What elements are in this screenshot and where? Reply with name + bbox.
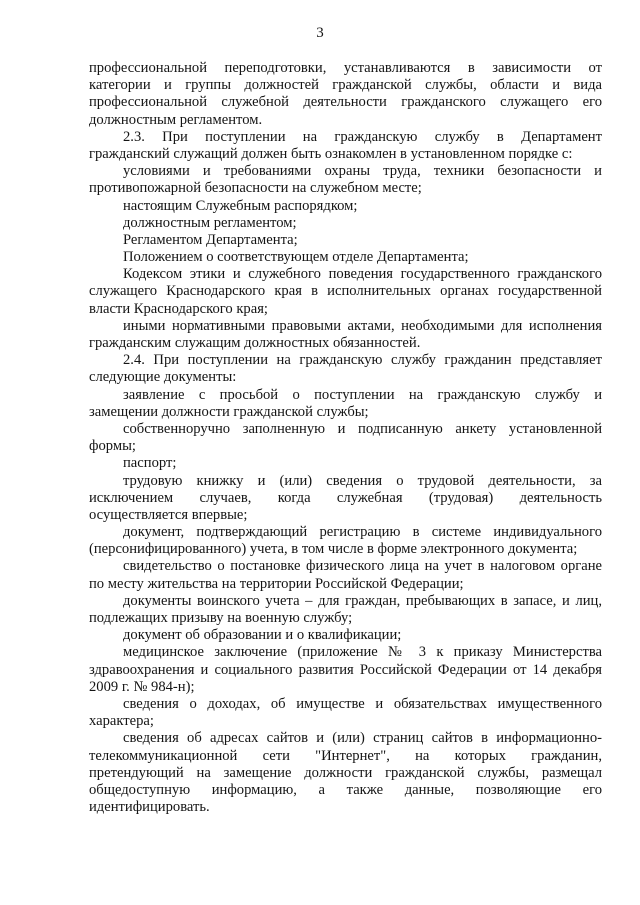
text-line: формы; bbox=[89, 438, 136, 455]
text-line: свидетельство о постановке физического лица на учет в налоговом органе bbox=[123, 558, 602, 575]
text-line: власти Краснодарского края; bbox=[89, 300, 268, 317]
text-line: медицинское заключение (приложение № 3 к приказу Министерства bbox=[123, 644, 602, 661]
text-line: осуществляется впервые; bbox=[89, 506, 248, 523]
text-line: гражданский служащий должен быть ознакомлен в установленном порядке с: bbox=[89, 145, 573, 162]
text-line: документ, подтверждающий регистрацию в системе индивидуального bbox=[123, 524, 602, 541]
text-line: служащего Краснодарского края в исполнительных органах государственной bbox=[89, 283, 602, 300]
text-line: 2009 г. № 984-н); bbox=[89, 678, 195, 695]
text-line: документы воинского учета – для граждан, пребывающих в запасе, и лиц, bbox=[123, 592, 602, 609]
text-line: исключением случаев, когда служебная (трудовая) деятельность bbox=[89, 489, 602, 506]
text-line: профессиональной служебной деятельности гражданского служащего его bbox=[89, 94, 602, 111]
text-line: Кодексом этики и служебного поведения государственного гражданского bbox=[123, 266, 602, 283]
text-line: документ об образовании и о квалификации; bbox=[123, 627, 402, 644]
text-line: телекоммуникационной сети "Интернет", на которых гражданин, bbox=[89, 747, 602, 764]
text-line: общедоступную информацию, а также данные, позволяющие его bbox=[89, 781, 602, 798]
text-line: подлежащих призыву на военную службу; bbox=[89, 610, 353, 626]
page-number: 3 bbox=[316, 25, 324, 41]
text-line: категории и группы должностей гражданской службы, области и вида bbox=[89, 77, 602, 94]
text-line: следующие документы: bbox=[89, 369, 237, 386]
text-line: замещении должности гражданской службы; bbox=[89, 403, 369, 420]
text-line: противопожарной безопасности на служебном месте; bbox=[89, 180, 422, 197]
text-line: должностным регламентом; bbox=[123, 214, 297, 231]
text-line: должностным регламентом. bbox=[89, 111, 263, 128]
text-line: заявление с просьбой о поступлении на гражданскую службу и bbox=[123, 386, 602, 403]
text-line: иными нормативными правовыми актами, необходимыми для исполнения bbox=[123, 317, 602, 334]
document-body bbox=[89, 60, 602, 816]
text-line: идентифицировать. bbox=[89, 799, 210, 816]
text-line: Регламентом Департамента; bbox=[123, 231, 298, 248]
text-line: трудовую книжку и (или) сведения о трудовой деятельности, за bbox=[123, 472, 602, 489]
text-line: сведения о доходах, об имуществе и обязательствах имущественного bbox=[123, 695, 602, 712]
text-line: сведения об адресах сайтов и (или) страниц сайтов в информационно- bbox=[123, 730, 602, 747]
text-line: условиями и требованиями охраны труда, техники безопасности и bbox=[123, 163, 602, 180]
text-line: 2.3. При поступлении на гражданскую службу в Департамент bbox=[123, 128, 602, 145]
text-line: паспорт; bbox=[123, 455, 177, 472]
text-line: по месту жительства на территории Российской Федерации; bbox=[89, 575, 464, 592]
text-line: характера; bbox=[89, 713, 154, 730]
text-line: здравоохранения и социального развития Российской Федерации от 14 декабря bbox=[89, 661, 602, 678]
text-line: претендующий на замещение должности гражданской службы, размещал bbox=[89, 764, 602, 781]
text-line: (персонифицированного) учета, в том числе в форме электронного документа; bbox=[89, 541, 578, 558]
text-line: гражданским служащим должностных обязанностей. bbox=[89, 335, 421, 351]
text-line: Положением о соответствующем отделе Департамента; bbox=[123, 249, 469, 266]
text-line: собственноручно заполненную и подписанную анкету установленной bbox=[123, 420, 602, 437]
text-line: настоящим Служебным распорядком; bbox=[123, 197, 358, 214]
text-line: профессиональной переподготовки, устанавливаются в зависимости от bbox=[89, 60, 602, 76]
text-line: 2.4. При поступлении на гражданскую службу гражданин представляет bbox=[123, 352, 602, 369]
